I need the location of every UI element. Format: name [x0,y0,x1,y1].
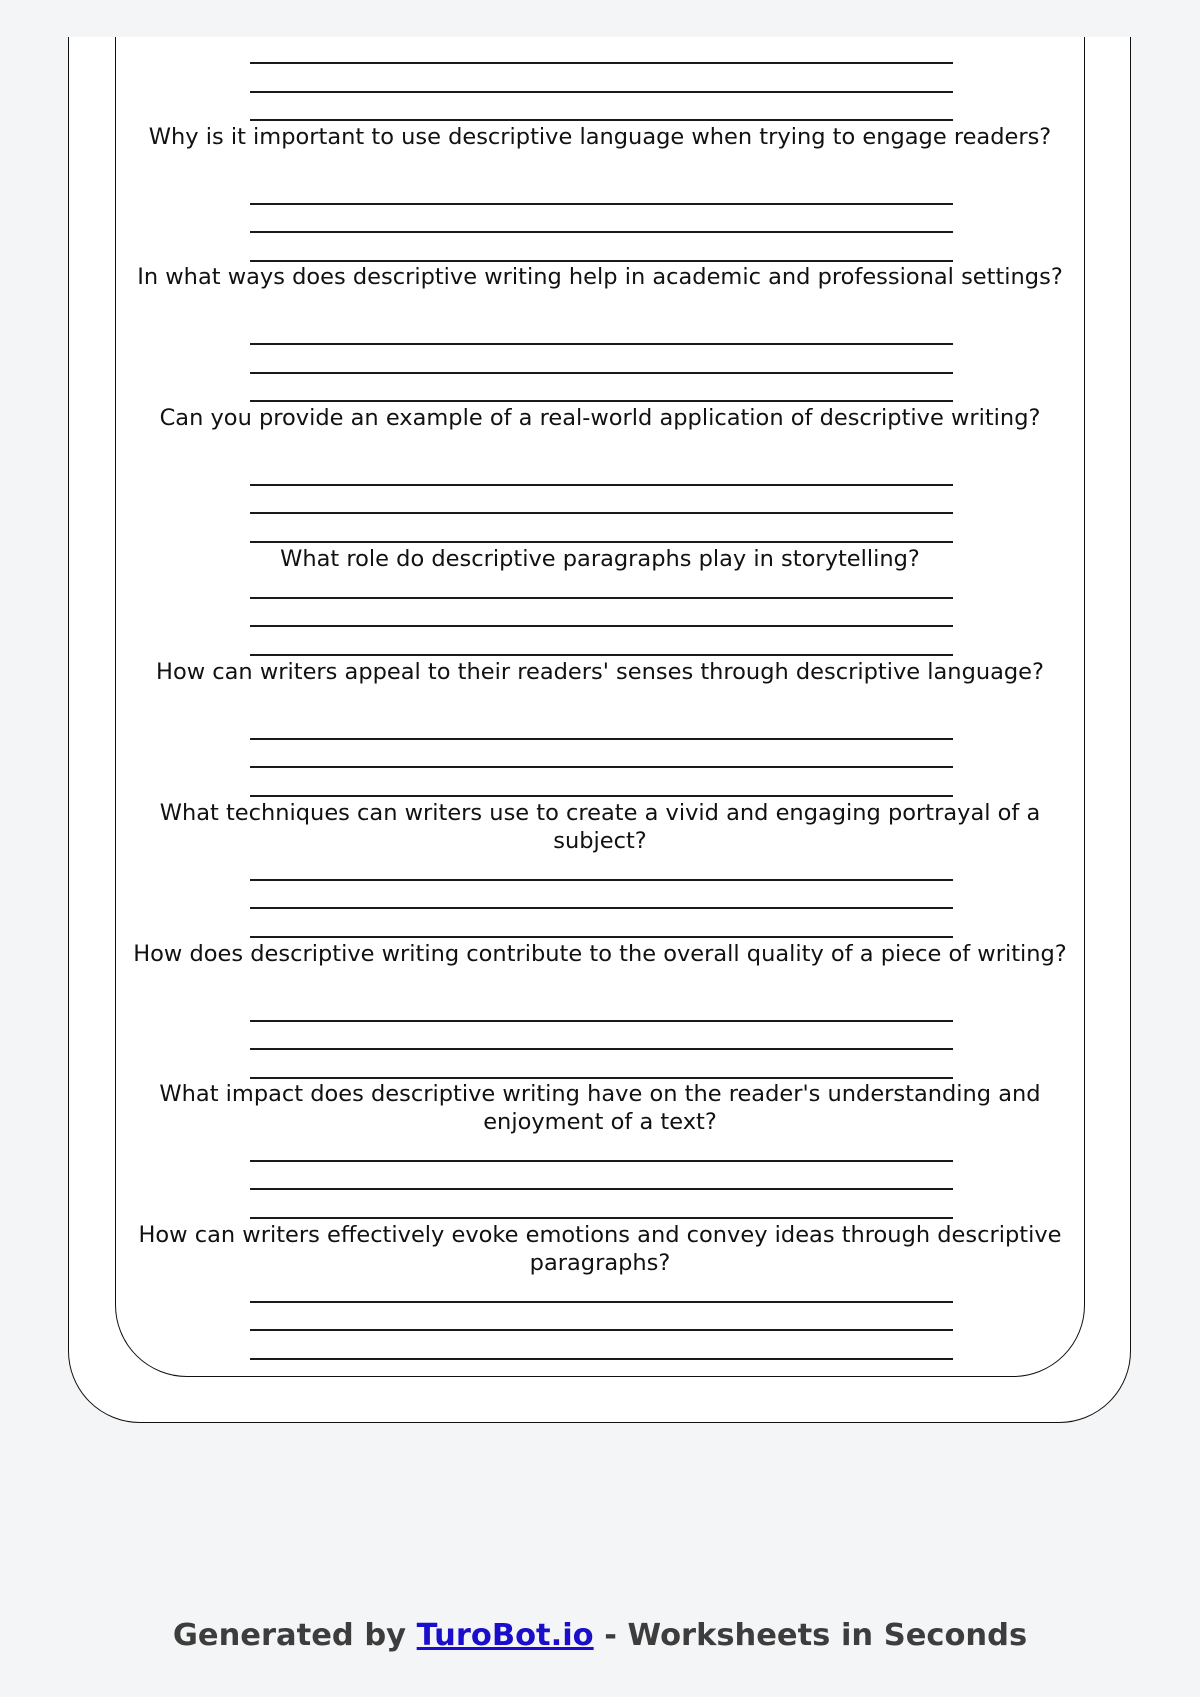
question-text: Can you provide an example of a real-world application of descriptive writing? [159,405,1041,431]
answer-line[interactable] [250,1020,953,1022]
answer-line[interactable] [250,1329,953,1331]
answer-line[interactable] [250,766,953,768]
answer-line[interactable] [250,625,953,627]
question-text: How can writers effectively evoke emotions and convey ideas through descriptive paragraphs? [138,1222,1062,1276]
footer-suffix: - Worksheets in Seconds [593,1618,1028,1653]
answer-line[interactable] [250,231,953,233]
answer-line[interactable] [250,1217,953,1219]
question-text: What role do descriptive paragraphs play in storytelling? [280,546,920,572]
question-text: In what ways does descriptive writing help in academic and professional settings? [137,264,1063,290]
question-text: What techniques can writers use to create a vivid and engaging portrayal of a subject? [159,800,1041,854]
turobot-link[interactable]: TuroBot.io [416,1618,594,1653]
answer-line[interactable] [250,1358,953,1360]
answer-line[interactable] [250,343,953,345]
answer-line[interactable] [250,400,953,402]
answer-line[interactable] [250,119,953,121]
answer-line[interactable] [250,260,953,262]
answer-line[interactable] [250,907,953,909]
question-text: How can writers appeal to their readers' senses through descriptive language? [156,659,1044,685]
page-top-margin [0,0,1200,37]
question-text: What impact does descriptive writing have on the reader's understanding and enjoyment of a text? [159,1081,1041,1135]
answer-line[interactable] [250,541,953,543]
answer-line[interactable] [250,484,953,486]
answer-line[interactable] [250,936,953,938]
answer-line[interactable] [250,1301,953,1303]
answer-line[interactable] [250,1077,953,1079]
answer-line[interactable] [250,654,953,656]
answer-line[interactable] [250,738,953,740]
answer-line[interactable] [250,879,953,881]
question-text: How does descriptive writing contribute to the overall quality of a piece of writing? [133,941,1067,967]
answer-line[interactable] [250,512,953,514]
answer-line[interactable] [250,1188,953,1190]
answer-line[interactable] [250,62,953,64]
footer-credit [0,1618,1200,1653]
answer-line[interactable] [250,795,953,797]
answer-line[interactable] [250,1160,953,1162]
worksheet-inner-border [115,0,1085,1377]
answer-line[interactable] [250,203,953,205]
answer-line[interactable] [250,372,953,374]
answer-line[interactable] [250,1048,953,1050]
question-text: Why is it important to use descriptive language when trying to engage readers? [148,124,1052,150]
answer-line[interactable] [250,597,953,599]
footer-prefix: Generated by [172,1618,417,1653]
answer-line[interactable] [250,91,953,93]
